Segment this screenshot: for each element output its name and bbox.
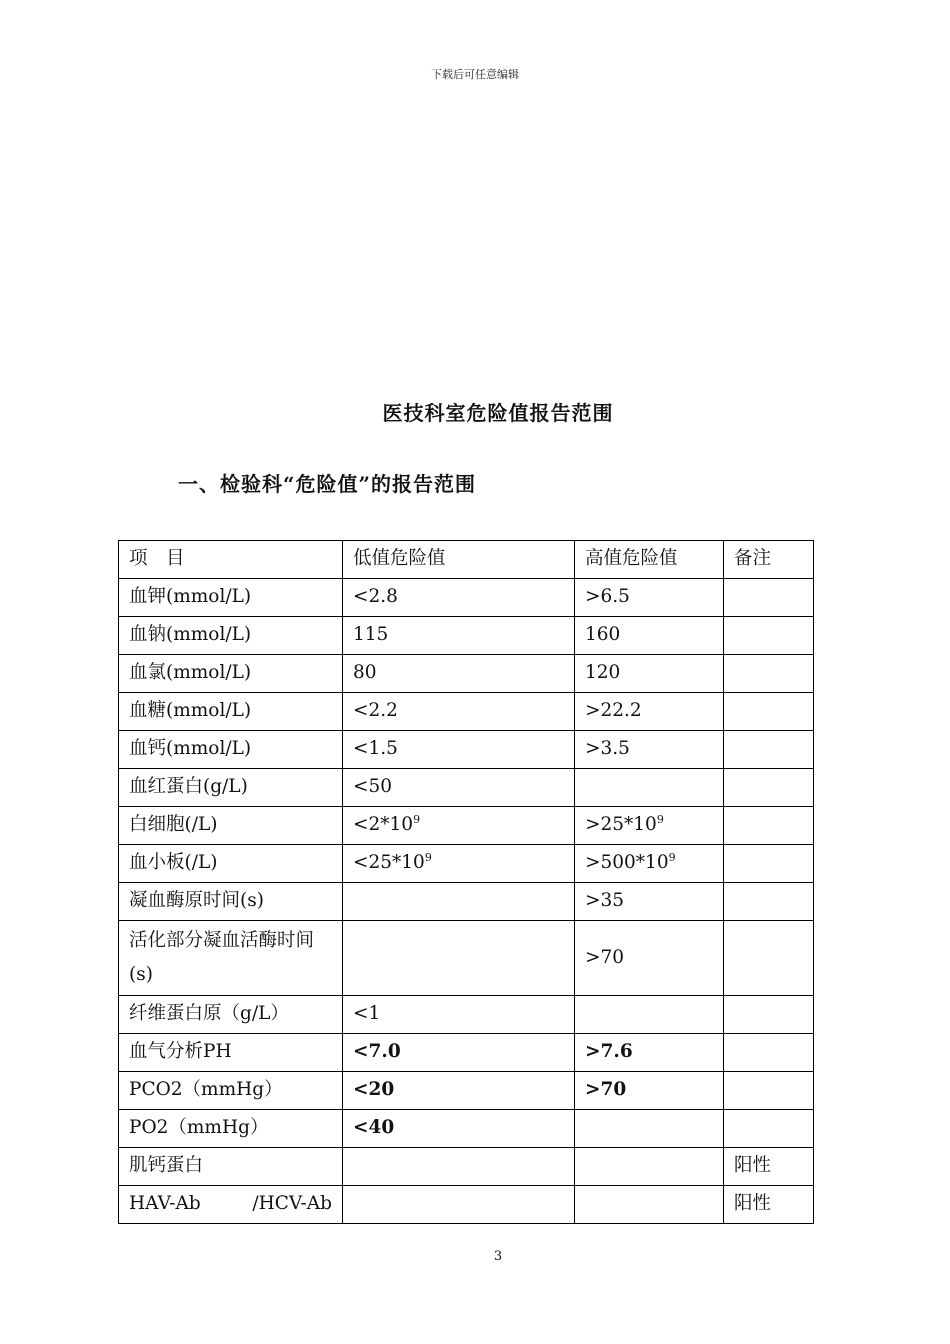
- cell-low: <1: [343, 996, 575, 1034]
- cell-item: 血气分析PH: [119, 1034, 343, 1072]
- table-row: [119, 1148, 814, 1186]
- column-header-item: 项 目: [119, 541, 343, 579]
- table-row: [119, 1034, 814, 1072]
- cell-low-base: <2*10: [353, 814, 414, 836]
- cell-low: [343, 921, 575, 996]
- cell-high: [575, 1110, 724, 1148]
- cell-item: 活化部分凝血活酶时间(s): [119, 921, 343, 996]
- table-row: [119, 1072, 814, 1110]
- cell-note: [724, 921, 814, 996]
- cell-high: 160: [575, 617, 724, 655]
- table-row: [119, 921, 814, 996]
- page-header: 下载后可任意编辑: [431, 68, 519, 81]
- cell-high: [575, 1148, 724, 1186]
- table-row: [119, 769, 814, 807]
- cell-low: <1.5: [343, 731, 575, 769]
- table-row: [119, 655, 814, 693]
- cell-note: 阳性: [724, 1148, 814, 1186]
- cell-low-exponent: 9: [424, 851, 432, 865]
- cell-note: [724, 693, 814, 731]
- table-row: [119, 807, 814, 845]
- cell-low: [343, 807, 575, 845]
- cell-note: [724, 655, 814, 693]
- cell-low: [343, 883, 575, 921]
- cell-item: PCO2（mmHg）: [119, 1072, 343, 1110]
- cell-note: [724, 845, 814, 883]
- cell-item: HAV-Ab /HCV-Ab: [119, 1186, 343, 1224]
- cell-low: <2.8: [343, 579, 575, 617]
- cell-high-exponent: 9: [656, 813, 664, 827]
- cell-high: [575, 996, 724, 1034]
- cell-high: [575, 807, 724, 845]
- cell-item: 血钙(mmol/L): [119, 731, 343, 769]
- cell-note: [724, 1034, 814, 1072]
- column-header-high: 高值危险值: [575, 541, 724, 579]
- cell-high: [575, 1186, 724, 1224]
- cell-low: 80: [343, 655, 575, 693]
- cell-note: [724, 1110, 814, 1148]
- cell-item: 血小板(/L): [119, 845, 343, 883]
- table-header-row: [119, 541, 814, 579]
- cell-low: <40: [343, 1110, 575, 1148]
- cell-note: [724, 579, 814, 617]
- cell-low: <7.0: [343, 1034, 575, 1072]
- cell-note: [724, 1072, 814, 1110]
- cell-item: 肌钙蛋白: [119, 1148, 343, 1186]
- cell-low: [343, 1186, 575, 1224]
- cell-item: 白细胞(/L): [119, 807, 343, 845]
- cell-high: >70: [575, 921, 724, 996]
- cell-low-base: <25*10: [353, 852, 425, 874]
- cell-note: [724, 807, 814, 845]
- table-row: [119, 693, 814, 731]
- table-row: [119, 883, 814, 921]
- cell-low: [343, 1148, 575, 1186]
- document-title: 医技科室危险值报告范围: [382, 401, 614, 425]
- cell-item: 血钾(mmol/L): [119, 579, 343, 617]
- column-header-low: 低值危险值: [343, 541, 575, 579]
- cell-high-base: >25*10: [585, 814, 657, 836]
- cell-item: 血红蛋白(g/L): [119, 769, 343, 807]
- column-header-note: 备注: [724, 541, 814, 579]
- critical-value-table: [118, 540, 814, 1224]
- cell-note: 阳性: [724, 1186, 814, 1224]
- table-row: [119, 617, 814, 655]
- cell-item: 血钠(mmol/L): [119, 617, 343, 655]
- cell-note: [724, 883, 814, 921]
- cell-high: >7.6: [575, 1034, 724, 1072]
- table-row: [119, 996, 814, 1034]
- cell-item: 凝血酶原时间(s): [119, 883, 343, 921]
- cell-item: 血糖(mmol/L): [119, 693, 343, 731]
- cell-high-exponent: 9: [668, 851, 676, 865]
- table-row: [119, 579, 814, 617]
- cell-high: >22.2: [575, 693, 724, 731]
- cell-low: <2.2: [343, 693, 575, 731]
- cell-high: [575, 845, 724, 883]
- section-heading: 一、检验科“危险值”的报告范围: [178, 472, 477, 496]
- cell-high: >6.5: [575, 579, 724, 617]
- cell-low: <20: [343, 1072, 575, 1110]
- cell-high: >70: [575, 1072, 724, 1110]
- cell-low: <50: [343, 769, 575, 807]
- cell-low: [343, 845, 575, 883]
- cell-high: >35: [575, 883, 724, 921]
- page-number: 3: [493, 1249, 503, 1264]
- cell-item: 血氯(mmol/L): [119, 655, 343, 693]
- cell-high: [575, 769, 724, 807]
- cell-high: 120: [575, 655, 724, 693]
- table-row: [119, 1186, 814, 1224]
- cell-item: PO2（mmHg）: [119, 1110, 343, 1148]
- cell-note: [724, 769, 814, 807]
- table-row: [119, 1110, 814, 1148]
- cell-high: >3.5: [575, 731, 724, 769]
- table-row: [119, 731, 814, 769]
- cell-note: [724, 617, 814, 655]
- cell-note: [724, 996, 814, 1034]
- table-row: [119, 845, 814, 883]
- cell-item: 纤维蛋白原（g/L）: [119, 996, 343, 1034]
- cell-high-base: >500*10: [585, 852, 669, 874]
- cell-low: 115: [343, 617, 575, 655]
- cell-low-exponent: 9: [413, 813, 421, 827]
- cell-note: [724, 731, 814, 769]
